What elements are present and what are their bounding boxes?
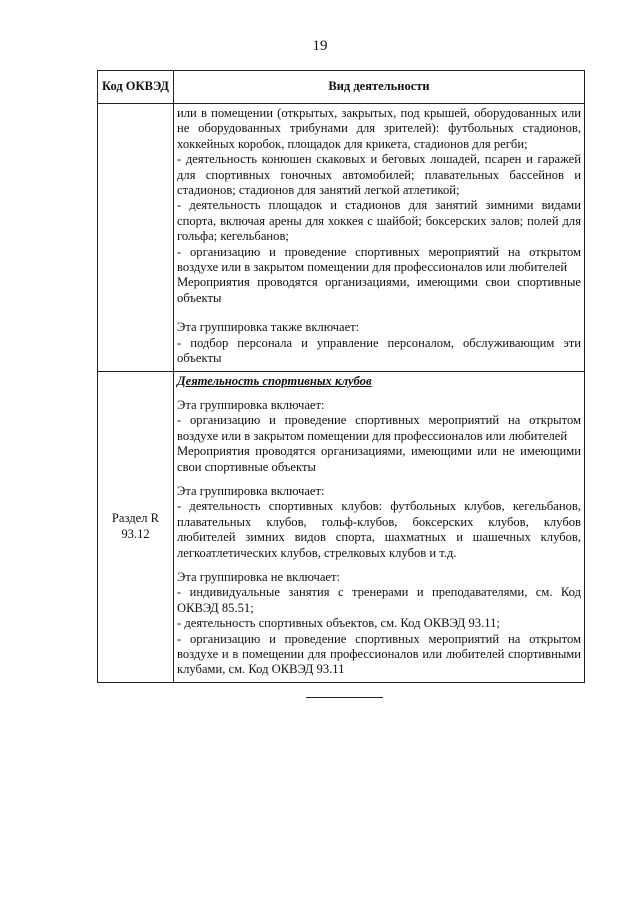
code-value: 93.12 (121, 526, 150, 541)
paragraph: Эта группировка включает: (177, 397, 325, 412)
paragraph: - индивидуальные занятия с тренерами и преподавателями, см. Код ОКВЭД 85.51; (177, 585, 581, 615)
bottom-divider (306, 697, 383, 698)
header-activity: Вид деятельности (174, 71, 585, 104)
paragraph: или в помещении (открытых, закрытых, под крышей, оборудованных или не оборудованных трибунами для зрителей): футбольных стадионов, хоккейных коробок, площадок для крикета, стадионов для регби; (177, 106, 581, 151)
header-code: Код ОКВЭД (98, 71, 174, 104)
paragraph: - организацию и проведение спортивных мероприятий на открытом воздухе и в помещении для профессионалов или любителей спортивными клубами, см. Код ОКВЭД 93.11 (177, 631, 581, 677)
paragraph: - деятельность спортивных объектов, см. Код ОКВЭД 93.11; (177, 616, 500, 631)
table-row (98, 371, 585, 682)
paragraph: - организацию и проведение спортивных мероприятий на открытом воздухе или в закрытом помещении для профессионалов или любителей (177, 244, 581, 275)
paragraph: Мероприятия проводятся организациями, имеющими свои спортивные объекты (177, 275, 581, 305)
page-number: 19 (312, 38, 328, 54)
paragraph: - деятельность спортивных клубов: футбольных клубов, кегельбанов, плавательных клубов, гольф-клубов, боксерских клубов, клубов любителей зимних видов спорта, шахматных и шашечных клубов, легкоатлетических клубов, стрелковых клубов и т.д. (177, 499, 581, 560)
paragraph: Эта группировка также включает: (177, 320, 360, 335)
table-header-row (98, 71, 585, 104)
paragraph: - организацию и проведение спортивных мероприятий на открытом воздухе или в закрытом помещении для профессионалов или любителей (177, 413, 581, 443)
paragraph: - деятельность площадок и стадионов для занятий зимними видами спорта, включая арены для хоккея с шайбой; боксерских залов; полей для гольфа; кегельбанов; (177, 198, 581, 244)
activity-cell (174, 104, 585, 372)
okved-table (97, 70, 585, 683)
paragraph: - подбор персонала и управление персоналом, обслуживающим эти объекты (177, 335, 581, 366)
code-cell (98, 371, 174, 682)
paragraph: Эта группировка не включает: (177, 569, 340, 584)
code-section: Раздел R (111, 511, 160, 526)
paragraph: Мероприятия проводятся организациями, имеющими или не имеющими свои спортивные объекты (177, 444, 581, 474)
activity-cell (174, 371, 585, 682)
section-heading: Деятельность спортивных клубов (177, 373, 372, 388)
table-row (98, 104, 585, 372)
paragraph: Эта группировка включает: (177, 483, 325, 498)
code-cell-empty (98, 104, 174, 372)
paragraph: - деятельность конюшен скаковых и беговых лошадей, псарен и гаражей для спортивных гоночных автомобилей; плавательных бассейнов и стадионов; стадионов для занятий легкой атлетикой; (177, 152, 581, 198)
